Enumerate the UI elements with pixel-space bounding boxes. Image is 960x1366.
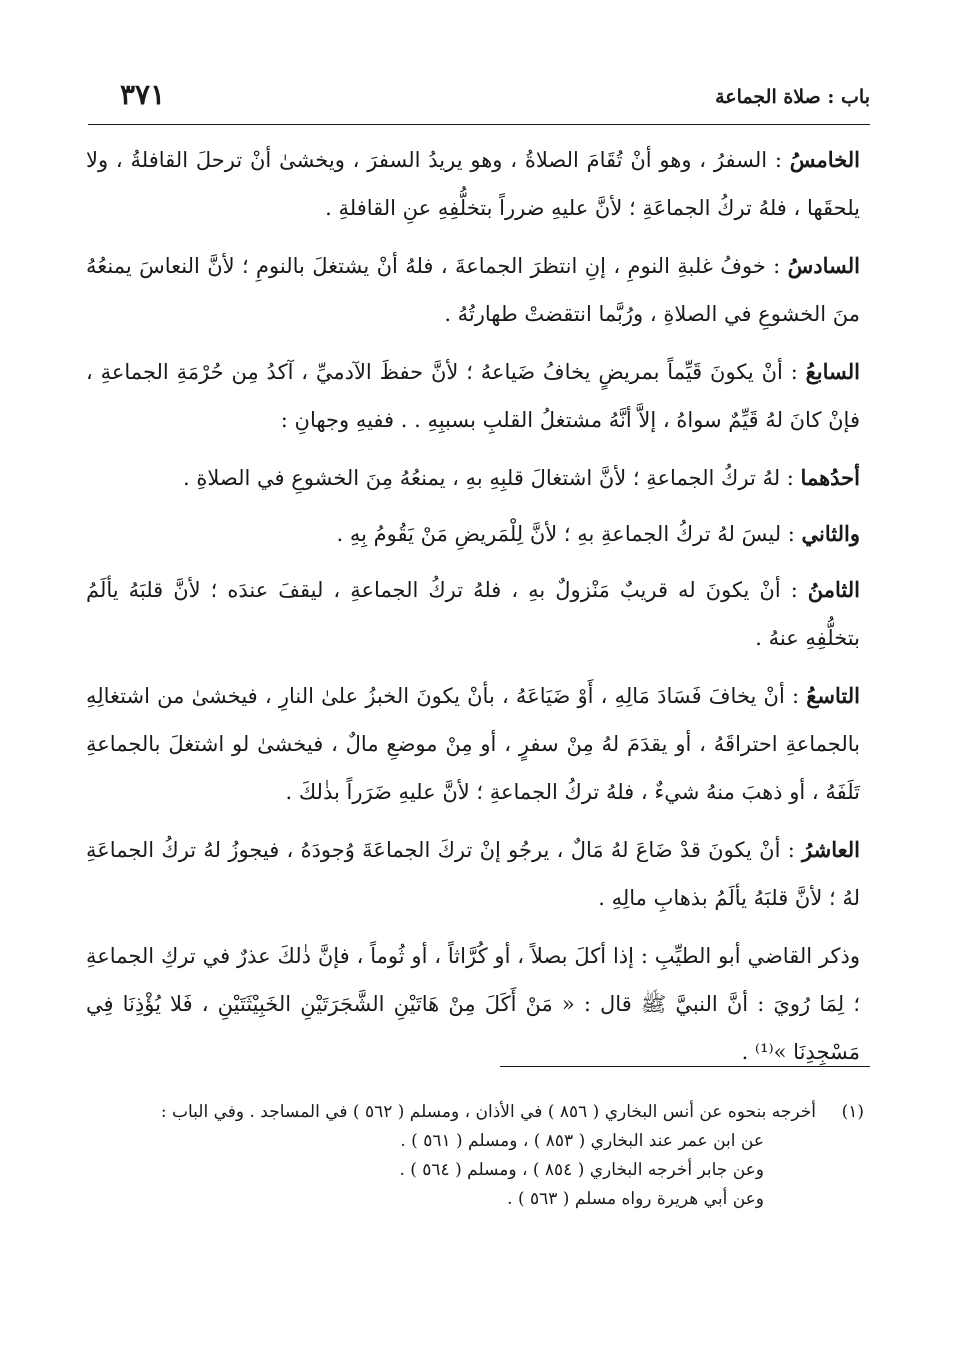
footnote-line: وعن جابر أخرجه البخاري ( ٨٥٤ ) ، ومسلم ( ٥٦٤ ) . xyxy=(399,1160,764,1180)
footnote-item xyxy=(88,1098,864,1127)
header-rule xyxy=(88,124,870,125)
running-header xyxy=(88,78,870,118)
paragraph-lead: الثامنُ xyxy=(807,577,860,602)
paragraph-fifth xyxy=(86,136,860,232)
footnote-text: أخرجه بنحوه عن أنس البخاري ( ٨٥٦ ) في الأذان ، ومسلم ( ٥٦٢ ) في المساجد . وفي الباب : xyxy=(160,1102,816,1122)
main-text xyxy=(86,136,860,1086)
paragraph-qadi-abu-tayyib xyxy=(86,932,860,1076)
paragraph-text: : أنْ يكونَ له قريبٌ مَنْزولٌ بهِ ، فلهُ تركُ الجماعةِ ، ليقفَ عندَه ؛ لأنَّ قلبَهُ يألَمُ بتخلُّفِهِ عنهُ . xyxy=(86,578,860,650)
footnote-number: (١) xyxy=(841,1102,864,1122)
paragraph-lead: أحدُهما xyxy=(800,465,860,490)
paragraph-lead: السابعُ xyxy=(805,359,860,384)
paragraph-text: : أنْ يخافَ فَسَادَ مَالِهِ ، أَوْ ضَيَاعَهُ ، بأنْ يكونَ الخبزُ علىٰ النارِ ، فيخشىٰ من اشتغالِهِ بالجماعةِ احتراقَهُ ، أو يقدَمَ لهُ مِنْ سفرٍ ، أو مِنْ موضعِ مالٌ ، فيخشىٰ لو اشتغلَ بالجماعةِ تَلَفَهُ ، أو ذهبَ منهُ شيءٌ ، فلهُ تركُ الجماعةِ ؛ لأنَّ عليهِ ضَرَراً بذٰلكَ . xyxy=(86,684,860,804)
paragraph-ninth xyxy=(86,672,860,816)
chapter-running-title: باب : صلاة الجماعة xyxy=(715,86,870,108)
paragraph-text: : السفرُ ، وهو أنْ تُقَامَ الصلاةُ ، وهو يريدُ السفرَ ، ويخشىٰ أنْ ترحلَ القافلةُ ، ولا يلحقَها ، فلهُ تركُ الجماعَةِ ؛ لأنَّ عليهِ ضرراً بتخلُّفِهِ عنِ القافلةِ . xyxy=(86,148,860,220)
footnote-rule xyxy=(500,1066,870,1067)
paragraph-lead: والثاني xyxy=(801,521,860,546)
paragraph-text: : أنْ يكونَ قَيِّماً بمريضٍ يخافُ ضَياعهُ ؛ لأنَّ حفظَ الآدميِّ ، آكدُ مِن حُرْمَةِ الجماعةِ ، فإنْ كانَ لهُ قَيِّمٌ سواهُ ، إلاَّ أنَّهُ مشتغلُ القلبِ بسببِهِ . . ففيهِ وجهانِ : xyxy=(86,360,860,432)
paragraph-eighth xyxy=(86,566,860,662)
paragraph-lead: العاشرُ xyxy=(802,837,860,862)
paragraph-tenth xyxy=(86,826,860,922)
paragraph-sixth xyxy=(86,242,860,338)
paragraph-lead: السادسُ xyxy=(787,253,860,278)
paragraph-second-view xyxy=(86,510,860,558)
footnotes xyxy=(88,1098,864,1214)
paragraph-first-view xyxy=(86,454,860,502)
paragraph-text: : ليسَ لهُ تركُ الجماعةِ بهِ ؛ لأنَّ لِلْمَريضِ مَنْ يَقُومُ بِهِ . xyxy=(336,522,802,546)
footnote-line: وعن أبي هريرة رواه مسلم ( ٥٦٣ ) . xyxy=(507,1189,764,1209)
paragraph-text: : أنْ يكونَ قدْ ضَاعَ لهُ مَالٌ ، يرجُو إنْ تركَ الجماعَةَ وُجودَهُ ، فيجوزُ لهُ تركُ الجماعَةِ لهُ ؛ لأنَّ قلبَهُ يألَمُ بذهابِ مالِهِ . xyxy=(86,838,860,910)
paragraph-text: : خوفُ غلبةِ النومِ ، إنِ انتظرَ الجماعةَ ، فلهُ أنْ يشتغلَ بالنومِ ؛ لأنَّ النعاسَ يمنعُهُ منَ الخشوعِ في الصلاةِ ، ورُبَّما انتقضتْ طهارتُهُ . xyxy=(86,254,860,326)
paragraph-lead: الخامسُ xyxy=(789,147,860,172)
paragraph-text: : لهُ تركُ الجماعةِ ؛ لأنَّ اشتغالَ قلبِهِ بهِ ، يمنعُهُ مِنَ الخشوعِ في الصلاةِ . xyxy=(183,466,801,490)
page-number: ٣٧١ xyxy=(120,78,166,111)
paragraph-lead: التاسعُ xyxy=(806,683,860,708)
footnote-line: عن ابن عمر عند البخاري ( ٨٥٣ ) ، ومسلم ( ٥٦١ ) . xyxy=(400,1131,764,1151)
paragraph-text: وذكر القاضي أبو الطيِّبِ : إذا أكلَ بصلاً ، أو كُرَّاثاً ، أو ثُوماً ، فإنَّ ذٰلكَ عذرٌ في تركِ الجماعةِ ؛ لِمَا رُويَ : أنَّ النبيَّ ﷺ قال : « مَنْ أَكَلَ مِنْ هَاتَيْنِ الشَّجَرَتَيْنِ الخَبِيْثَتَيْنِ ، فَلا يُؤْذِنَا فِي مَسْجِدِنَا »⁽¹⁾ . xyxy=(86,944,860,1064)
paragraph-seventh xyxy=(86,348,860,444)
